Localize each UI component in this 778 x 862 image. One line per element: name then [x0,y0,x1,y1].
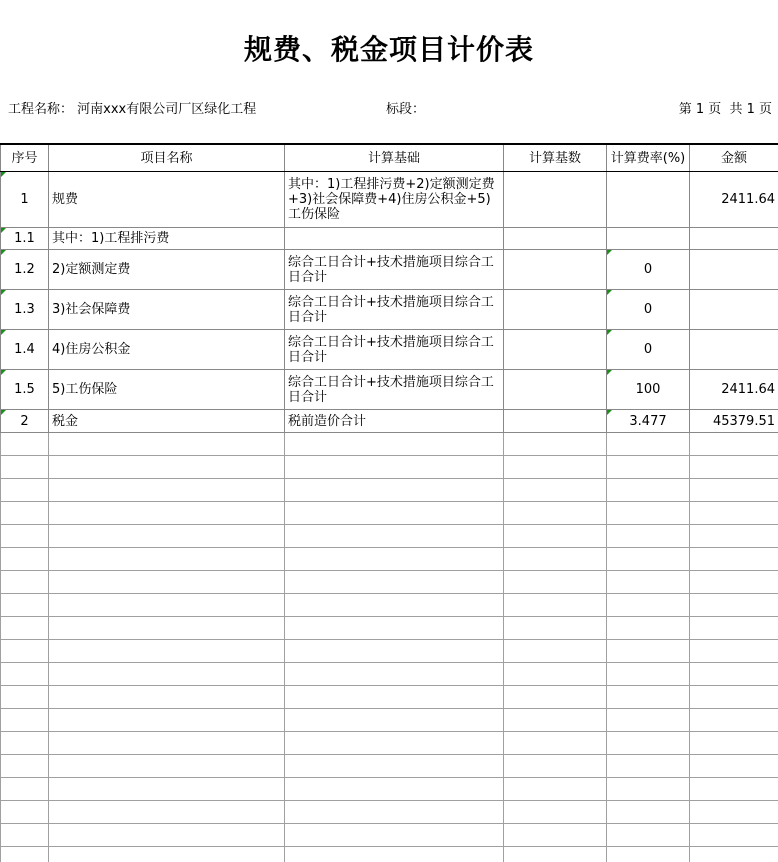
empty-cell [607,778,690,801]
empty-cell [504,502,607,525]
empty-cell [690,778,778,801]
page-title: 规费、税金项目计价表 [243,33,534,66]
empty-cell [285,847,504,862]
empty-cell [49,548,285,571]
empty-row [1,502,778,525]
empty-cell [49,525,285,548]
empty-cell [49,824,285,847]
empty-cell [690,640,778,663]
col-header-name: 项目名称 [49,144,285,172]
empty-cell [49,594,285,617]
empty-cell [607,755,690,778]
empty-cell [1,847,49,862]
empty-cell [1,456,49,479]
empty-cell [607,502,690,525]
empty-cell [49,571,285,594]
empty-cell [1,801,49,824]
empty-cell [690,824,778,847]
cell-rate [607,172,690,228]
empty-row [1,755,778,778]
empty-cell [690,801,778,824]
cell-base [504,290,607,330]
empty-cell [1,479,49,502]
cell-name: 税金 [49,410,285,433]
cell-name: 规费 [49,172,285,228]
cell-base [504,410,607,433]
empty-cell [690,847,778,862]
empty-cell [49,686,285,709]
cell-base [504,228,607,250]
cell-name: 4)住房公积金 [49,330,285,370]
empty-cell [690,456,778,479]
empty-row [1,456,778,479]
cell-no: 2 [1,410,49,433]
empty-cell [690,525,778,548]
empty-cell [1,778,49,801]
empty-cell [285,617,504,640]
fee-table [0,143,778,862]
col-header-rate: 计算费率(%) [607,144,690,172]
empty-cell [49,502,285,525]
empty-row [1,686,778,709]
empty-cell [690,571,778,594]
empty-cell [285,663,504,686]
empty-cell [690,433,778,456]
cell-rate: 0 [607,290,690,330]
empty-cell [49,709,285,732]
empty-cell [504,640,607,663]
empty-cell [1,433,49,456]
empty-cell [607,686,690,709]
empty-cell [690,686,778,709]
empty-cell [504,548,607,571]
empty-row [1,732,778,755]
section-label: 标段： [386,102,426,117]
cell-base [504,172,607,228]
empty-cell [1,663,49,686]
empty-cell [690,617,778,640]
empty-cell [1,640,49,663]
empty-cell [285,456,504,479]
fee-table-container [0,143,778,862]
cell-no: 1.4 [1,330,49,370]
empty-cell [49,801,285,824]
page-info [675,98,772,117]
cell-amount [690,290,778,330]
empty-cell [285,548,504,571]
empty-cell [49,755,285,778]
empty-cell [504,824,607,847]
empty-row [1,571,778,594]
empty-cell [49,433,285,456]
cell-name: 其中：1)工程排污费 [49,228,285,250]
cell-basis: 税前造价合计 [285,410,504,433]
empty-cell [690,479,778,502]
empty-cell [49,617,285,640]
project-name: 河南xxx有限公司厂区绿化工程 [77,102,257,117]
project-label: 工程名称： [8,102,74,117]
empty-row [1,801,778,824]
empty-cell [49,640,285,663]
empty-cell [285,640,504,663]
empty-cell [690,709,778,732]
project-info [8,98,256,117]
cell-basis [285,228,504,250]
cell-no: 1 [1,172,49,228]
empty-cell [607,617,690,640]
cell-rate: 0 [607,250,690,290]
table-row [1,290,778,330]
page-number: 第 1 页 [678,102,722,117]
empty-cell [49,778,285,801]
empty-cell [607,479,690,502]
table-row [1,410,778,433]
empty-cell [504,755,607,778]
cell-amount [690,330,778,370]
empty-cell [1,709,49,732]
empty-cell [285,433,504,456]
empty-cell [607,548,690,571]
table-row [1,330,778,370]
empty-cell [504,663,607,686]
cell-rate: 100 [607,370,690,410]
empty-row [1,479,778,502]
empty-cell [1,571,49,594]
empty-cell [504,778,607,801]
cell-basis: 综合工日合计+技术措施项目综合工日合计 [285,250,504,290]
empty-cell [607,525,690,548]
cell-name: 3)社会保障费 [49,290,285,330]
table-row [1,172,778,228]
empty-cell [690,548,778,571]
empty-cell [607,847,690,862]
empty-cell [690,594,778,617]
empty-cell [1,594,49,617]
empty-row [1,847,778,862]
table-row [1,228,778,250]
empty-cell [607,824,690,847]
empty-cell [504,847,607,862]
empty-row [1,548,778,571]
empty-cell [49,663,285,686]
cell-rate: 0 [607,330,690,370]
empty-cell [1,502,49,525]
empty-cell [504,709,607,732]
empty-cell [607,663,690,686]
empty-cell [49,479,285,502]
empty-cell [285,755,504,778]
empty-cell [285,686,504,709]
cell-amount: 2411.64 [690,172,778,228]
empty-cell [690,502,778,525]
empty-row [1,778,778,801]
empty-cell [285,732,504,755]
empty-row [1,594,778,617]
cell-no: 1.2 [1,250,49,290]
empty-cell [607,433,690,456]
empty-cell [285,571,504,594]
empty-cell [607,594,690,617]
cell-basis: 其中：1)工程排污费+2)定额测定费+3)社会保障费+4)住房公积金+5)工伤保险 [285,172,504,228]
col-header-no: 序号 [1,144,49,172]
empty-cell [49,847,285,862]
empty-cell [285,525,504,548]
empty-row [1,640,778,663]
empty-cell [690,755,778,778]
empty-cell [1,824,49,847]
empty-cell [607,801,690,824]
empty-cell [504,479,607,502]
cell-rate: 3.477 [607,410,690,433]
cell-no: 1.5 [1,370,49,410]
empty-cell [504,732,607,755]
col-header-base: 计算基数 [504,144,607,172]
empty-cell [504,686,607,709]
cell-base [504,370,607,410]
empty-cell [504,801,607,824]
empty-cell [285,801,504,824]
empty-cell [285,824,504,847]
empty-cell [49,456,285,479]
cell-basis: 综合工日合计+技术措施项目综合工日合计 [285,290,504,330]
empty-cell [285,502,504,525]
cell-base [504,250,607,290]
page-total: 共 1 页 [729,102,772,117]
cell-basis: 综合工日合计+技术措施项目综合工日合计 [285,370,504,410]
empty-cell [285,709,504,732]
empty-cell [1,617,49,640]
col-header-basis: 计算基础 [285,144,504,172]
empty-cell [504,433,607,456]
empty-row [1,824,778,847]
empty-cell [49,732,285,755]
header-row [1,144,778,172]
empty-cell [504,617,607,640]
cell-base [504,330,607,370]
empty-cell [285,778,504,801]
empty-cell [504,594,607,617]
empty-cell [1,732,49,755]
cell-no: 1.3 [1,290,49,330]
cell-amount [690,250,778,290]
empty-cell [607,640,690,663]
empty-rows [1,433,778,862]
empty-cell [285,479,504,502]
empty-cell [607,732,690,755]
empty-cell [607,456,690,479]
cell-name: 2)定额测定费 [49,250,285,290]
empty-cell [1,686,49,709]
empty-cell [1,525,49,548]
cell-amount [690,228,778,250]
cell-no: 1.1 [1,228,49,250]
empty-row [1,709,778,732]
cell-name: 5)工伤保险 [49,370,285,410]
empty-cell [607,709,690,732]
empty-cell [607,571,690,594]
empty-row [1,525,778,548]
empty-row [1,617,778,640]
cell-amount: 2411.64 [690,370,778,410]
empty-cell [285,594,504,617]
cell-rate [607,228,690,250]
empty-cell [504,456,607,479]
table-row [1,250,778,290]
cell-basis: 综合工日合计+技术措施项目综合工日合计 [285,330,504,370]
empty-cell [690,663,778,686]
cell-amount: 45379.51 [690,410,778,433]
empty-row [1,433,778,456]
empty-cell [690,732,778,755]
empty-cell [504,571,607,594]
empty-row [1,663,778,686]
empty-cell [504,525,607,548]
col-header-amount: 金额 [690,144,778,172]
empty-cell [1,755,49,778]
table-row [1,370,778,410]
empty-cell [1,548,49,571]
